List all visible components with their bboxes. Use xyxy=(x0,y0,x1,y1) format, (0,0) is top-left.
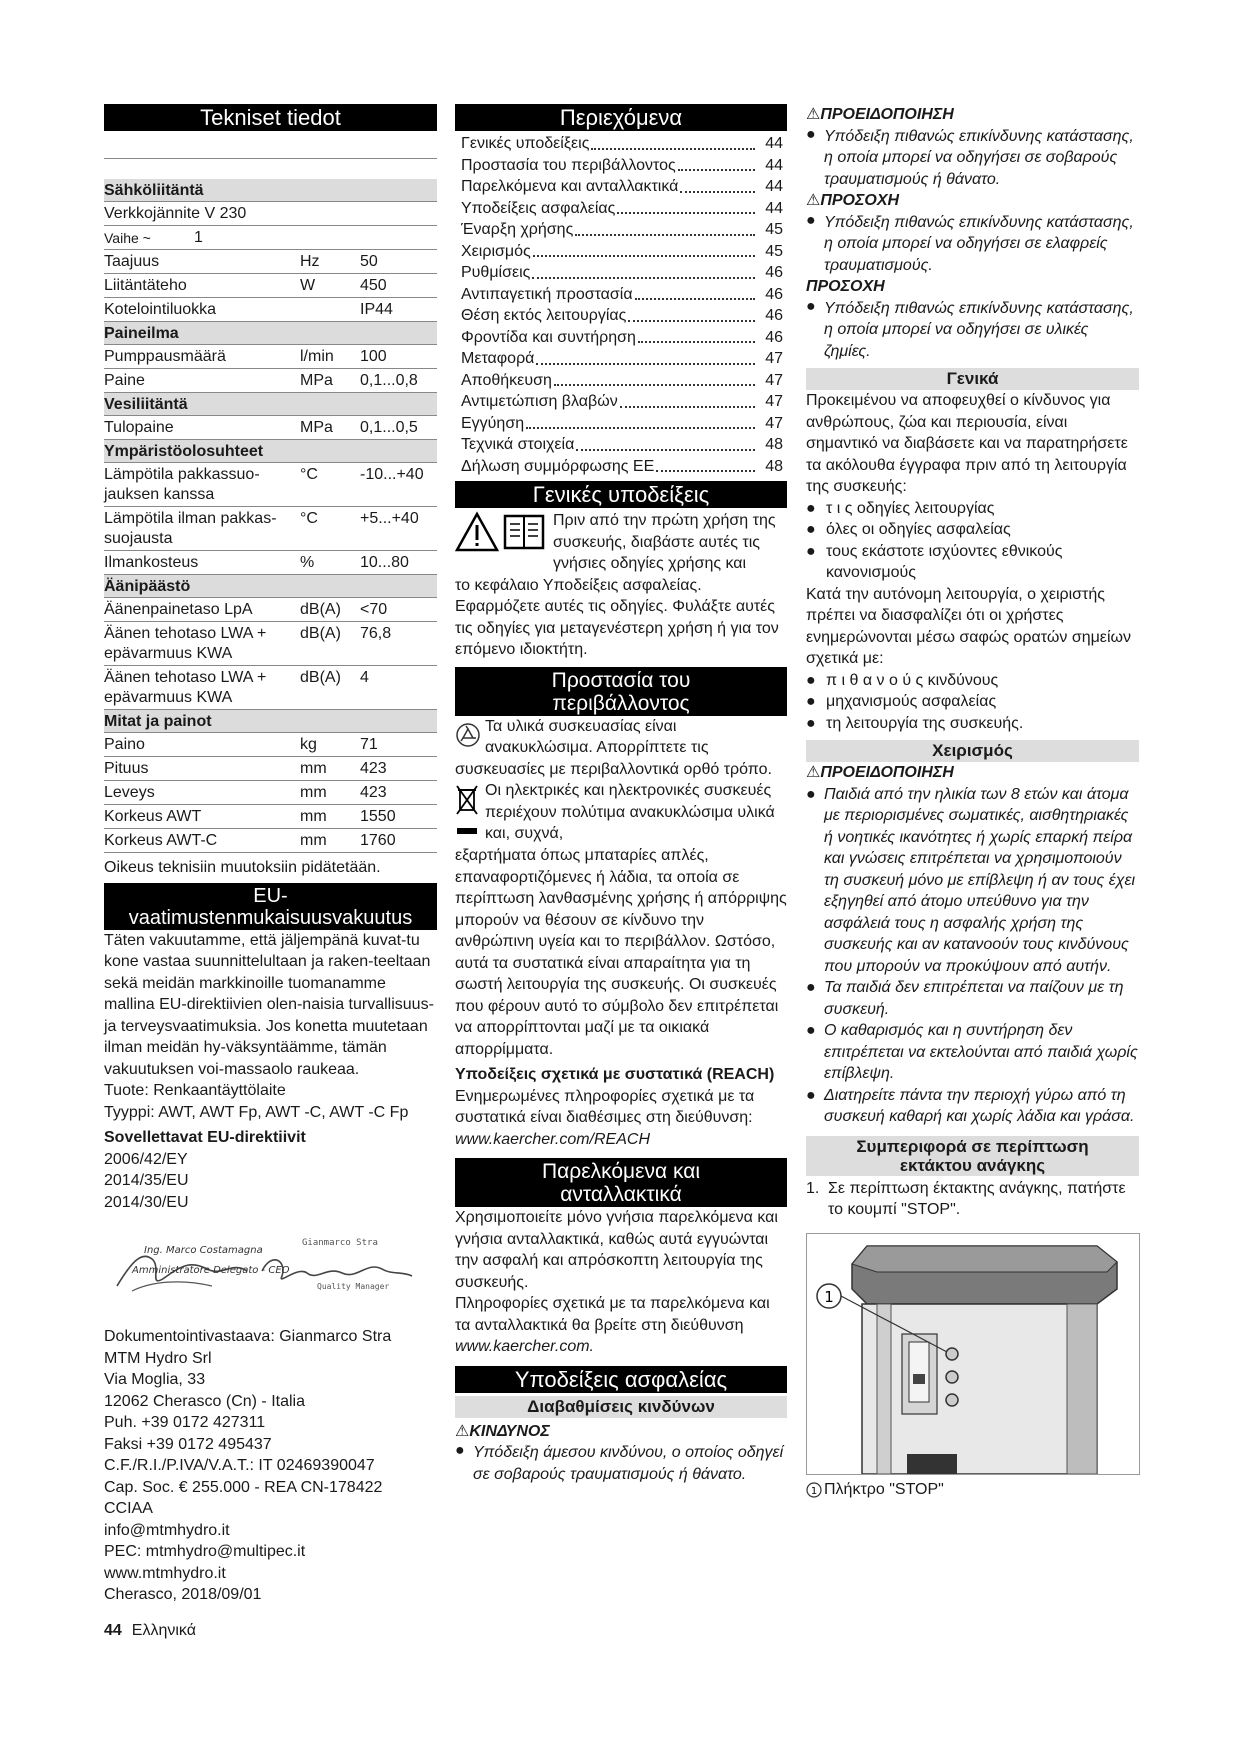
emergency-title-line-1: Συμπεριφορά σε περίπτωση xyxy=(856,1136,1089,1156)
emergency-title-line-2: εκτάκτου ανάγκης xyxy=(899,1155,1046,1175)
bullet: ● xyxy=(806,785,816,803)
toc-entry[interactable] xyxy=(455,198,787,220)
contact-line: Faksi +39 0172 495437 xyxy=(104,1435,272,1453)
environment-title xyxy=(455,667,787,716)
spec-label: Tulopaine xyxy=(104,419,174,436)
spec-value: 100 xyxy=(360,348,387,365)
signature-block xyxy=(112,1231,437,1306)
hazard-levels-title: Διαβαθμίσεις κινδύνων xyxy=(455,1396,787,1418)
spec-label: Pituus xyxy=(104,760,149,777)
spec-row xyxy=(104,622,437,666)
figure-callout-number: 1 xyxy=(824,1287,834,1306)
general-notes-title: Γενικές υποδείξεις xyxy=(455,481,787,508)
column-1 xyxy=(104,104,437,1606)
spec-label: Äänen tehotaso LWA + epävarmuus KWA xyxy=(104,625,267,662)
toc-leader-dots xyxy=(656,456,755,473)
toc-page-number: 44 xyxy=(765,135,783,152)
toc-title: Περιεχόμενα xyxy=(455,104,787,131)
directive-item: 2014/35/EU xyxy=(104,1172,189,1189)
toc-leader-dots xyxy=(591,133,755,150)
toc-page-number: 47 xyxy=(765,350,783,367)
page-number: 44 xyxy=(104,1622,122,1639)
warning-manual-icon xyxy=(455,510,551,575)
step-text: Σε περίπτωση έκτακτης ανάγκης, πατήστε το κουμπί "STOP". xyxy=(828,1179,1126,1218)
toc-label: Φροντίδα και συντήρηση xyxy=(461,328,636,346)
list-item xyxy=(806,498,1139,520)
spec-label: Paine xyxy=(104,372,145,389)
signature-image xyxy=(112,1231,432,1306)
spec-section-header: Vesiliitäntä xyxy=(104,393,437,416)
bullet: ● xyxy=(806,693,816,710)
spec-unit: 1 xyxy=(194,229,203,246)
spec-label: Taajuus xyxy=(104,253,160,270)
spec-row xyxy=(104,202,437,226)
caution-label: ⚠ΠΡΟΣΟΧΗ xyxy=(806,192,900,209)
notice-text: Υπόδειξη πιθανώς επικίνδυνης κατάστασης, η οποία μπορεί να οδηγήσει σε υλικές ζημίες. xyxy=(824,299,1134,360)
bullet: ● xyxy=(455,1442,465,1459)
toc-entry[interactable] xyxy=(455,241,787,263)
spec-label: Kotelointiluokka xyxy=(104,301,217,318)
contact-line: Cap. Soc. € 255.000 - REA CN-178422 xyxy=(104,1478,383,1496)
toc-label: Ρυθμίσεις xyxy=(461,264,531,281)
bullet: ● xyxy=(806,499,816,517)
spec-unit: dB(A) xyxy=(300,625,341,642)
toc-leader-dots xyxy=(536,348,755,365)
spec-row xyxy=(104,551,437,575)
bullet: ● xyxy=(806,979,816,996)
general-notes-icon-text: Πριν από την πρώτη χρήση της συσκευής, διαβάστε αυτές τις γνήσιες οδηγίες χρήσης και xyxy=(553,512,776,572)
toc-page-number: 48 xyxy=(765,457,783,475)
toc-leader-dots xyxy=(533,241,755,258)
device-illustration xyxy=(807,1234,1139,1474)
spec-row xyxy=(104,757,437,781)
eu-type: Tyyppi: AWT, AWT Fp, AWT -C, AWT -C Fp xyxy=(104,1103,409,1121)
spec-value: 450 xyxy=(360,277,387,294)
list-item-text: μηχανισμούς ασφαλείας xyxy=(826,693,997,710)
spec-row xyxy=(104,298,437,322)
eu-product: Tuote: Renkaantäyttölaite xyxy=(104,1082,286,1099)
spec-unit: °C xyxy=(300,466,318,483)
notice-label: ΠΡΟΣΟΧΗ xyxy=(806,278,885,295)
spec-label: Ilmankosteus xyxy=(104,554,199,571)
spec-row xyxy=(104,416,437,440)
general-notes-text: το κεφάλαιο Υποδείξεις ασφαλείας. Εφαρμόζετε αυτές τις οδηγίες. Φυλάξτε αυτές τις οδηγίες για μεταγενέστερη χρήση ή για τον επόμενο ιδιοκτήτη. xyxy=(455,576,779,658)
spec-value: 50 xyxy=(360,253,378,270)
toc-label: Αντιπαγετική προστασία xyxy=(461,285,633,303)
reach-title: Υποδείξεις σχετικά με συστατικά (REACH) xyxy=(455,1066,775,1083)
spec-unit: dB(A) xyxy=(300,601,341,618)
toc-entry[interactable] xyxy=(455,370,787,392)
toc-page-number: 47 xyxy=(765,371,783,389)
contact-line: www.mtmhydro.it xyxy=(104,1564,226,1582)
spec-row xyxy=(104,463,437,507)
toc-entry[interactable] xyxy=(455,456,787,478)
toc-page-number: 44 xyxy=(765,199,783,217)
toc-label: Εγγύηση xyxy=(461,414,525,432)
spec-unit: l/min xyxy=(300,348,334,365)
notice-item xyxy=(806,298,1139,363)
bullet: ● xyxy=(806,125,816,143)
column-3 xyxy=(806,104,1139,1504)
spec-unit xyxy=(300,204,360,224)
acc-title-line-1: Παρελκόμενα και xyxy=(541,1160,701,1183)
toc-page-number: 46 xyxy=(765,285,783,303)
spec-value: 1550 xyxy=(360,808,396,825)
toc-entry[interactable] xyxy=(455,305,787,327)
spec-unit: mm xyxy=(300,760,327,777)
toc-page-number: 45 xyxy=(765,221,783,238)
toc-leader-dots xyxy=(617,198,755,215)
contact-line: C.F./R.I./P.IVA/V.A.T.: IT 02469390047 xyxy=(104,1457,375,1474)
recycle-text-cont: συσκευασίες με περιβαλλοντικά ορθό τρόπο. xyxy=(455,760,772,778)
toc-label: Χειρισμός xyxy=(461,242,531,260)
toc-entry[interactable] xyxy=(455,133,787,155)
bullet: ● xyxy=(806,1022,816,1039)
toc-label: Γενικές υποδείξεις xyxy=(461,135,590,152)
spec-row xyxy=(104,274,437,298)
spec-label: Äänenpainetaso LpA xyxy=(104,601,253,618)
safety-title: Υποδείξεις ασφαλείας xyxy=(455,1366,787,1393)
accessories-title xyxy=(455,1158,787,1207)
step-number: 1. xyxy=(806,1179,820,1197)
spec-value: 1760 xyxy=(360,832,396,849)
toc-label: Δήλωση συμμόρφωσης ΕΕ xyxy=(461,457,655,475)
contact-line: PEC: mtmhydro@multipec.it xyxy=(104,1543,306,1560)
toc-label: Αποθήκευση xyxy=(461,371,552,389)
spec-value: 0,1...0,5 xyxy=(360,419,418,436)
spec-section-header: Ympäristöolosuhteet xyxy=(104,440,437,463)
toc-page-number: 45 xyxy=(765,242,783,260)
emergency-step xyxy=(806,1178,1139,1221)
spec-gap xyxy=(104,159,437,179)
spec-label: Pumppausmäärä xyxy=(104,348,226,365)
spec-label: Leveys xyxy=(104,784,155,801)
toc-entry[interactable] xyxy=(455,284,787,306)
toc-entry[interactable] xyxy=(455,413,787,435)
contact-line: Via Moglia, 33 xyxy=(104,1371,206,1388)
env-title-line-2: περιβάλλοντος xyxy=(552,691,690,715)
recycle-icon xyxy=(455,716,485,759)
list-item xyxy=(806,977,1139,1020)
toc-label: Υποδείξεις ασφαλείας xyxy=(461,199,616,217)
toc-label: Προστασία του περιβάλλοντος xyxy=(461,156,676,174)
list-item xyxy=(806,1020,1139,1085)
toc-entry[interactable] xyxy=(455,391,787,413)
operation-list xyxy=(806,784,1139,1128)
contact-line: Puh. +39 0172 427311 xyxy=(104,1414,266,1431)
toc-leader-dots xyxy=(680,176,755,193)
spec-label: Äänen tehotaso LWA + epävarmuus KWA xyxy=(104,669,267,706)
toc-leader-dots xyxy=(678,155,755,172)
eu-title-line-2: vaatimustenmukaisuusvakuutus xyxy=(128,906,413,929)
spec-row xyxy=(104,666,437,710)
contact-line: 12062 Cherasco (Cn) - Italia xyxy=(104,1392,305,1410)
list-item xyxy=(806,541,1139,584)
bullet: ● xyxy=(806,542,816,560)
spec-value: 4 xyxy=(360,669,369,686)
spec-unit: % xyxy=(300,554,315,571)
weee-text: Οι ηλεκτρικές και ηλεκτρονικές συσκευές περιέχουν πολύτιμα ανακυκλώσιμα υλικά και, συχνά, xyxy=(485,782,775,842)
contact-line: Cherasco, 2018/09/01 xyxy=(104,1586,262,1603)
list-item-text: όλες οι οδηγίες ασφαλείας xyxy=(826,521,1011,538)
emergency-title xyxy=(806,1136,1139,1176)
toc-entry[interactable] xyxy=(455,262,787,284)
accessories-text-2-body: Πληροφορίες σχετικά με τα παρελκόμενα και τα ανταλλακτικά θα βρείτε στη διεύθυνση xyxy=(455,1295,770,1334)
callout-circle-icon xyxy=(806,1479,824,1504)
spec-unit xyxy=(300,300,360,320)
bullet: ● xyxy=(806,1086,816,1104)
signature-right-role: Quality Manager xyxy=(317,1282,390,1291)
spec-value: 423 xyxy=(360,784,387,801)
spec-row xyxy=(104,733,437,757)
caution-item xyxy=(806,212,1139,277)
directive-item: 2014/30/EU xyxy=(104,1193,189,1211)
auto-operation-text: Κατά την αυτόνομη λειτουργία, ο χειριστής πρέπει να διασφαλίζει ότι οι χρήστες ενημερώνονται μέσω σαφώς ορατών σημείων σχετικά με: xyxy=(806,585,1131,667)
toc-entry[interactable] xyxy=(455,155,787,177)
spec-row xyxy=(104,829,437,853)
toc-leader-dots xyxy=(554,370,755,387)
danger-item xyxy=(455,1442,787,1485)
spec-value xyxy=(360,204,437,224)
signature-left-role: Amministratore Delegato - CEO xyxy=(132,1265,290,1276)
column-2 xyxy=(455,104,787,1485)
spec-row xyxy=(104,345,437,369)
operation-warning-label: ⚠ΠΡΟΕΙΔΟΠΟΙΗΣΗ xyxy=(806,764,954,781)
spec-unit: MPa xyxy=(300,419,333,436)
toc-entry[interactable] xyxy=(455,176,787,198)
accessories-text-2 xyxy=(455,1293,787,1358)
spec-unit: °C xyxy=(300,510,318,527)
contact-line: CCIAA xyxy=(104,1500,153,1517)
list-item-text: Διατηρείτε πάντα την περιοχή γύρω από τη συσκευή καθαρή και χωρίς λάδια και γράσα. xyxy=(824,1086,1135,1125)
page-footer xyxy=(104,1622,206,1640)
spec-value: <70 xyxy=(360,601,388,618)
toc-label: Τεχνικά στοιχεία xyxy=(461,436,575,453)
reach-text: Ενημερωμένες πληροφορίες σχετικά με τα συστατικά είναι διαθέσιμες στη διεύθυνση: xyxy=(455,1087,755,1126)
warning-item xyxy=(806,126,1139,191)
spec-blank-row xyxy=(104,131,437,159)
danger-label: ⚠ΚΙΝΔΥΝΟΣ xyxy=(455,1422,550,1440)
spec-row xyxy=(104,250,437,274)
weee-text-cont: εξαρτήματα όπως μπαταρίες απλές, επαναφορτιζόμενες ή λάδια, τα οποία σε περίπτωση λανθασμένης χρήσης ή απόρριψης μπορούν να θέσουν σε κίνδυνο την ανθρώπινη υγεία και το περιβάλλον. Ωστόσο, αυτά τα συστατικά είναι απαραίτητα για τη σωστή λειτουργία της συσκευής. Οι συσκευές που φέρουν αυτό το σύμβολο δεν επιτρέπεται να απορρίπτονται μαζί με τα οικιακά απορρίμματα. xyxy=(455,847,787,1058)
toc-entry[interactable] xyxy=(455,327,787,349)
caution-text: Υπόδειξη πιθανώς επικίνδυνης κατάστασης, η οποία μπορεί να οδηγήσει σε ελαφρείς τραυματισμούς. xyxy=(824,213,1134,274)
table-of-contents xyxy=(455,133,787,477)
list-item xyxy=(806,691,1139,713)
spec-unit: dB(A) xyxy=(300,669,341,686)
spec-section-header: Sähköliitäntä xyxy=(104,179,437,202)
spec-label: Liitäntäteho xyxy=(104,277,187,294)
toc-entry[interactable] xyxy=(455,348,787,370)
acc-title-line-2: ανταλλακτικά xyxy=(560,1183,682,1206)
list-item-text: π ι θ α ν ο ύ ς κινδύνους xyxy=(826,671,999,689)
toc-leader-dots xyxy=(532,262,755,279)
toc-leader-dots xyxy=(575,219,755,236)
spec-unit: mm xyxy=(300,832,327,849)
list-item-text: τους εκάστοτε ισχύοντες εθνικούς κανονισμούς xyxy=(826,542,1063,581)
toc-page-number: 46 xyxy=(765,328,783,346)
spec-row xyxy=(104,507,437,551)
recycle-note xyxy=(455,716,787,759)
toc-leader-dots xyxy=(526,413,755,430)
toc-leader-dots xyxy=(638,327,755,344)
general-notes-intro xyxy=(455,510,787,575)
accessories-url[interactable]: www.kaercher.com. xyxy=(455,1338,594,1355)
tech-data-title: Tekniset tiedot xyxy=(104,104,437,131)
spec-value: 0,1...0,8 xyxy=(360,372,418,389)
spec-label: Korkeus AWT xyxy=(104,808,202,825)
directives-title: Sovellettavat EU-direktiivit xyxy=(104,1129,306,1146)
spec-body xyxy=(104,179,437,853)
spec-table xyxy=(104,131,437,853)
footer-language: Ελληνικά xyxy=(131,1622,196,1639)
toc-label: Αντιμετώπιση βλαβών xyxy=(461,393,618,410)
danger-text: Υπόδειξη άμεσου κινδύνου, ο οποίος οδηγεί σε σοβαρούς τραυματισμούς ή θάνατο. xyxy=(473,1444,784,1483)
list-item-text: τ ι ς οδηγίες λειτουργίας xyxy=(826,499,995,517)
spec-unit: kg xyxy=(300,736,317,753)
list-item xyxy=(806,713,1139,735)
spec-value: 10...80 xyxy=(360,554,409,571)
spec-label: Korkeus AWT-C xyxy=(104,832,218,849)
spec-row xyxy=(104,369,437,393)
toc-leader-dots xyxy=(628,305,755,322)
signature-right-name: Gianmarco Stra xyxy=(302,1238,378,1248)
spec-value: 76,8 xyxy=(360,625,392,642)
warning-text: Υπόδειξη πιθανώς επικίνδυνης κατάστασης, η οποία μπορεί να οδηγήσει σε σοβαρούς τραυματισμούς ή θάνατο. xyxy=(824,127,1134,188)
toc-leader-dots xyxy=(620,391,755,408)
spec-label: Paino xyxy=(104,736,145,753)
spec-label: Verkkojännite V 230 xyxy=(104,205,247,222)
spec-row xyxy=(104,781,437,805)
auto-list xyxy=(806,670,1139,735)
spec-value: +5...+40 xyxy=(360,510,419,527)
toc-page-number: 44 xyxy=(765,156,783,174)
spec-unit: MPa xyxy=(300,372,333,389)
recycle-text: Τα υλικά συσκευασίας είναι ανακυκλώσιμα. Απορρίπτετε τις xyxy=(485,717,709,756)
signature-left-name: Ing. Marco Costamagna xyxy=(144,1245,263,1256)
toc-entry[interactable] xyxy=(455,219,787,241)
spec-unit: Hz xyxy=(300,253,320,270)
toc-leader-dots xyxy=(576,434,755,451)
list-item-text: Παιδιά από την ηλικία των 8 ετών και άτομα με περιορισμένες σωματικές, αισθητηριακές ή νοητικές ικανότητες ή χωρίς επαρκή πείρα και γνώσεις επιτρέπεται να χρησιμοποιούν τη συσκευή μόνο με επίβλεψη ή αν τους έχει εξηγηθεί από άτομο υπεύθυνο για την ασφάλειά τους η ασφαλής χρήση της συσκευής και αν κατανοούν τους κινδύνους που μπορούν να προκύψουν από αυτήν. xyxy=(824,785,1136,975)
contact-block xyxy=(104,1326,437,1606)
toc-page-number: 46 xyxy=(765,264,783,281)
spec-unit: mm xyxy=(300,784,327,801)
spec-section-header: Mitat ja painot xyxy=(104,710,437,733)
contact-line: Dokumentointivastaava: Gianmarco Stra xyxy=(104,1328,392,1345)
general-list xyxy=(806,498,1139,584)
list-item xyxy=(806,1085,1139,1128)
toc-label: Παρελκόμενα και ανταλλακτικά xyxy=(461,178,679,195)
bullet: ● xyxy=(806,714,816,732)
caption-callout-number: 1 xyxy=(810,1485,818,1497)
list-item xyxy=(806,519,1139,541)
bullet: ● xyxy=(806,297,816,315)
spec-section-header: Äänipäästö xyxy=(104,575,437,598)
weee-note xyxy=(455,780,787,845)
spec-label: Lämpötila pakkassuo- jauksen kanssa xyxy=(104,466,260,503)
toc-label: Θέση εκτός λειτουργίας xyxy=(461,307,627,324)
toc-page-number: 47 xyxy=(765,393,783,410)
spec-note: Oikeus teknisiin muutoksiin pidätetään. xyxy=(104,859,381,876)
stop-button-figure xyxy=(806,1233,1140,1475)
directive-item: 2006/42/EY xyxy=(104,1150,188,1168)
warning-label: ⚠ΠΡΟΕΙΔΟΠΟΙΗΣΗ xyxy=(806,106,954,123)
spec-label: Vaihe ~ xyxy=(104,230,151,246)
toc-label: Έναρξη χρήσης xyxy=(461,221,574,238)
env-title-line-1: Προστασία του xyxy=(551,668,691,692)
spec-value: 423 xyxy=(360,760,387,777)
list-item-text: Τα παιδιά δεν επιτρέπεται να παίζουν με τη συσκευή. xyxy=(824,979,1124,1018)
figure-caption xyxy=(806,1479,1139,1504)
toc-label: Μεταφορά xyxy=(461,350,535,367)
spec-value: 71 xyxy=(360,736,378,753)
accessories-text-1: Χρησιμοποιείτε μόνο γνήσια παρελκόμενα και γνήσια ανταλλακτικά, καθώς αυτά εγγυώνται την ασφαλή και απρόσκοπτη λειτουργία της συσκευής. xyxy=(455,1209,778,1291)
list-item xyxy=(806,784,1139,978)
operation-title: Χειρισμός xyxy=(806,740,1139,762)
directives-list xyxy=(104,1149,437,1214)
toc-page-number: 47 xyxy=(765,414,783,432)
toc-entry[interactable] xyxy=(455,434,787,456)
bullet: ● xyxy=(806,211,816,229)
toc-leader-dots xyxy=(635,284,755,301)
bullet: ● xyxy=(806,521,816,538)
toc-page-number: 44 xyxy=(765,178,783,195)
spec-row xyxy=(104,226,437,250)
eu-declaration-text: Täten vakuutamme, että jäljempänä kuvat-tu kone vastaa suunnittelultaan ja raken-teeltaan sekä meidän markkinoille tuomanamme mallina EU-direktiivien olen-naisia turvallisuus- ja terveysvaatimuksia. Jos konetta muutetaan ilman meidän hy-väksyntäämme, tämän vakuutuksen voi-massaolo raukeaa. xyxy=(104,931,434,1078)
spec-label: Lämpötila ilman pakkas- suojausta xyxy=(104,510,277,547)
list-item-text: τη λειτουργία της συσκευής. xyxy=(826,714,1024,732)
spec-value: -10...+40 xyxy=(360,466,424,483)
general-text: Προκειμένου να αποφευχθεί ο κίνδυνος για ανθρώπους, ζώα και περιουσία, είναι σημαντικό να διαβάσετε και να παρατηρήσετε τα ακόλουθα έγγραφα πριν από τη λειτουργία της συσκευής: xyxy=(806,392,1128,495)
figure-caption-text: Πλήκτρο "STOP" xyxy=(824,1480,944,1498)
contact-line: info@mtmhydro.it xyxy=(104,1521,230,1539)
spec-unit: W xyxy=(300,277,316,294)
eu-declaration-title xyxy=(104,883,437,930)
crossed-bin-icon xyxy=(455,780,485,845)
spec-row xyxy=(104,598,437,622)
spec-section-header: Paineilma xyxy=(104,322,437,345)
spec-unit: mm xyxy=(300,808,327,825)
eu-title-line-1: EU- xyxy=(253,884,288,907)
spec-value: IP44 xyxy=(360,301,393,318)
bullet: ● xyxy=(806,671,816,689)
toc-page-number: 46 xyxy=(765,307,783,324)
contact-line: MTM Hydro Srl xyxy=(104,1349,212,1367)
toc-page-number: 48 xyxy=(765,436,783,453)
reach-url[interactable]: www.kaercher.com/REACH xyxy=(455,1130,651,1148)
spec-row xyxy=(104,805,437,829)
list-item xyxy=(806,670,1139,692)
list-item-text: Ο καθαρισμός και η συντήρηση δεν επιτρέπεται να εκτελούνται από παιδιά χωρίς επίβλεψη. xyxy=(824,1022,1138,1082)
general-title: Γενικά xyxy=(806,368,1139,390)
